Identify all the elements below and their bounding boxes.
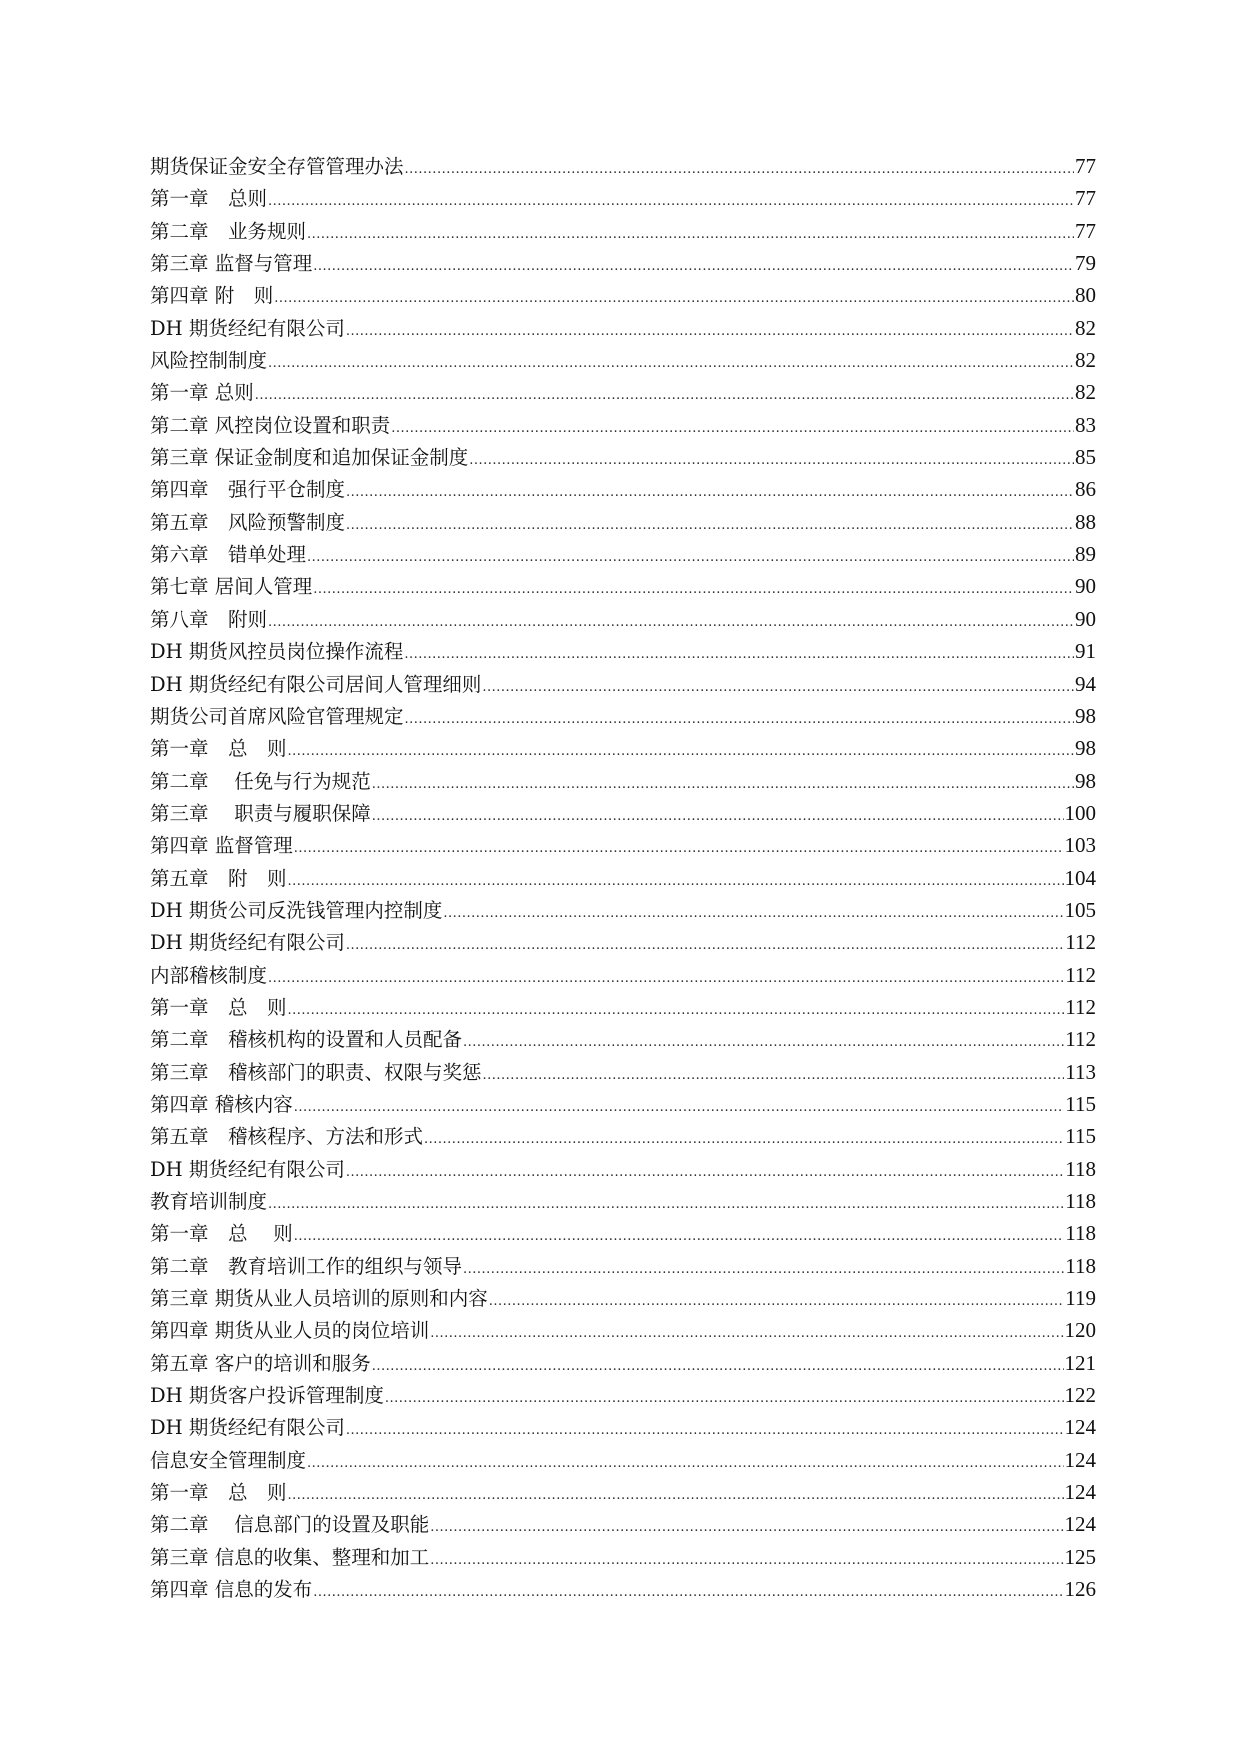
toc-entry-page-number: 118 (1065, 1156, 1096, 1181)
toc-entry[interactable] (150, 668, 1096, 700)
toc-entry[interactable] (150, 150, 1096, 182)
toc-entry-title: 第一章 总 则 (150, 1222, 293, 1246)
toc-entry-title: 第四章 附 则 (150, 284, 274, 308)
toc-entry-title: DH 期货客户投诉管理制度 (150, 1384, 384, 1408)
toc-dot-leader (346, 510, 1074, 542)
toc-entry-page-number: 91 (1075, 639, 1096, 664)
toc-entry-title: DH 期货经纪有限公司 (150, 931, 345, 955)
toc-entry[interactable] (150, 1444, 1096, 1476)
toc-dot-leader (443, 898, 1063, 930)
toc-entry[interactable] (150, 1347, 1096, 1379)
toc-entry[interactable] (150, 1250, 1096, 1282)
toc-entry[interactable] (150, 797, 1096, 829)
toc-dot-leader (405, 154, 1074, 186)
toc-dot-leader (346, 316, 1074, 348)
toc-entry-title: 第二章 稽核机构的设置和人员配备 (150, 1028, 463, 1052)
toc-dot-leader (288, 736, 1074, 768)
toc-entry-title: DH 期货经纪有限公司 (150, 1157, 345, 1181)
toc-entry[interactable] (150, 959, 1096, 991)
toc-entry-title: 第五章 稽核程序、方法和形式 (150, 1125, 424, 1149)
toc-dot-leader (313, 1577, 1063, 1609)
toc-dot-leader (294, 833, 1064, 865)
toc-entry-page-number: 118 (1065, 1253, 1096, 1278)
toc-dot-leader (313, 574, 1074, 606)
toc-entry[interactable] (150, 1573, 1096, 1605)
toc-entry-title: 期货公司首席风险官管理规定 (150, 704, 404, 728)
toc-entry-page-number: 124 (1064, 1512, 1096, 1537)
toc-entry-page-number: 82 (1075, 315, 1096, 340)
toc-dot-leader (268, 1189, 1064, 1221)
toc-entry-page-number: 121 (1064, 1350, 1096, 1375)
toc-entry-title: 第三章 信息的收集、整理和加工 (150, 1545, 430, 1569)
toc-dot-leader (268, 348, 1074, 380)
toc-dot-leader (288, 995, 1065, 1027)
toc-entry-title: 第三章 保证金制度和追加保证金制度 (150, 446, 469, 470)
toc-entry-page-number: 118 (1065, 1189, 1096, 1213)
toc-entry-page-number: 126 (1064, 1577, 1096, 1602)
toc-entry-title: DH 期货经纪有限公司 (150, 1416, 345, 1440)
toc-dot-leader (288, 1480, 1064, 1512)
toc-entry-title: 教育培训制度 (150, 1190, 268, 1213)
toc-entry-title: 第四章 监督管理 (150, 834, 293, 858)
toc-entry[interactable] (150, 829, 1096, 861)
toc-entry-page-number: 90 (1075, 574, 1096, 599)
toc-dot-leader (307, 542, 1074, 574)
toc-dot-leader (313, 251, 1074, 283)
toc-entry[interactable] (150, 247, 1096, 279)
toc-entry-title: 第三章 职责与履职保障 (150, 801, 371, 825)
toc-entry[interactable] (150, 1056, 1096, 1088)
toc-dot-leader (294, 1092, 1065, 1124)
toc-entry[interactable] (150, 1314, 1096, 1346)
toc-entry-page-number: 112 (1065, 1027, 1096, 1052)
toc-entry-page-number: 105 (1064, 897, 1096, 922)
toc-entry[interactable] (150, 1088, 1096, 1120)
toc-entry-title: 内部稽核制度 (150, 963, 268, 987)
toc-entry[interactable] (150, 506, 1096, 538)
toc-entry[interactable] (150, 279, 1096, 311)
toc-entry-page-number: 83 (1075, 412, 1096, 437)
toc-entry-title: 第一章 总 则 (150, 995, 287, 1019)
toc-entry-page-number: 77 (1075, 218, 1096, 243)
toc-dot-leader (404, 639, 1074, 671)
toc-dot-leader (391, 413, 1074, 445)
toc-entry-page-number: 80 (1075, 283, 1096, 308)
toc-dot-leader (463, 1027, 1064, 1059)
toc-entry[interactable] (150, 1120, 1096, 1152)
toc-entry-page-number: 112 (1065, 962, 1096, 987)
toc-dot-leader (346, 477, 1074, 509)
toc-dot-leader (469, 445, 1074, 477)
toc-entry[interactable] (150, 991, 1096, 1023)
toc-entry[interactable] (150, 732, 1096, 764)
toc-entry-page-number: 119 (1065, 1286, 1096, 1311)
toc-entry[interactable] (150, 441, 1096, 473)
toc-entry[interactable] (150, 1153, 1096, 1185)
toc-dot-leader (288, 866, 1064, 898)
toc-dot-leader (268, 963, 1064, 995)
toc-entry-page-number: 124 (1064, 1447, 1096, 1472)
toc-entry[interactable] (150, 926, 1096, 958)
toc-dot-leader (430, 1512, 1063, 1544)
toc-entry[interactable] (150, 182, 1096, 214)
toc-dot-leader (430, 1545, 1063, 1577)
toc-dot-leader (294, 1221, 1065, 1253)
toc-entry-title: 第四章 稽核内容 (150, 1092, 293, 1116)
toc-entry-page-number: 125 (1064, 1544, 1096, 1569)
toc-entry-page-number: 77 (1075, 186, 1096, 211)
toc-dot-leader (268, 186, 1074, 218)
toc-entry-page-number: 124 (1064, 1415, 1096, 1440)
toc-dot-leader (489, 1286, 1065, 1318)
toc-entry-title: 第五章 风险预警制度 (150, 510, 346, 534)
toc-entry[interactable] (150, 538, 1096, 570)
toc-entry-title: 第四章 期货从业人员的岗位培训 (150, 1319, 430, 1343)
toc-entry-title: DH 期货公司反洗钱管理内控制度 (150, 898, 443, 922)
toc-dot-leader (307, 1448, 1063, 1480)
toc-entry-page-number: 104 (1064, 865, 1096, 890)
toc-entry[interactable] (150, 862, 1096, 894)
toc-entry-page-number: 120 (1064, 1318, 1096, 1343)
toc-entry-title: 第一章 总则 (150, 381, 254, 405)
toc-entry-page-number: 86 (1075, 477, 1096, 502)
toc-entry-title: 第四章 信息的发布 (150, 1578, 313, 1602)
toc-dot-leader (372, 1351, 1064, 1383)
toc-entry-title: 第三章 稽核部门的职责、权限与奖惩 (150, 1060, 482, 1084)
toc-entry-page-number: 89 (1075, 542, 1096, 567)
toc-entry-title: DH 期货风控员岗位操作流程 (150, 640, 404, 664)
toc-entry[interactable] (150, 344, 1096, 376)
toc-entry[interactable] (150, 894, 1096, 926)
toc-entry-title: 第三章 监督与管理 (150, 252, 313, 276)
toc-entry-page-number: 100 (1064, 800, 1096, 825)
toc-entry-title: 第五章 客户的培训和服务 (150, 1351, 371, 1375)
toc-entry-page-number: 82 (1075, 380, 1096, 405)
toc-entry-title: DH 期货经纪有限公司 (150, 316, 345, 340)
toc-entry[interactable] (150, 765, 1096, 797)
toc-entry-page-number: 103 (1064, 833, 1096, 858)
toc-entry-title: 第四章 强行平仓制度 (150, 478, 346, 502)
toc-entry[interactable] (150, 473, 1096, 505)
toc-dot-leader (255, 380, 1074, 412)
toc-entry[interactable] (150, 1508, 1096, 1540)
toc-entry-title: 第二章 信息部门的设置及职能 (150, 1513, 430, 1537)
toc-entry-page-number: 115 (1065, 1124, 1096, 1149)
toc-entry-page-number: 94 (1075, 671, 1096, 696)
toc-dot-leader (372, 769, 1074, 801)
toc-dot-leader (424, 1124, 1064, 1156)
toc-dot-leader (463, 1254, 1064, 1286)
toc-entry-page-number: 79 (1075, 251, 1096, 276)
toc-entry-title: 第二章 教育培训工作的组织与领导 (150, 1254, 463, 1278)
toc-entry-title: 第一章 总则 (150, 187, 268, 211)
toc-entry-title: 第二章 任免与行为规范 (150, 769, 371, 793)
toc-entry[interactable] (150, 376, 1096, 408)
toc-entry[interactable] (150, 215, 1096, 247)
toc-entry-page-number: 98 (1075, 703, 1096, 728)
toc-entry-page-number: 88 (1075, 509, 1096, 534)
toc-entry[interactable] (150, 1282, 1096, 1314)
toc-entry-title: DH 期货经纪有限公司居间人管理细则 (150, 672, 482, 696)
toc-dot-leader (346, 1157, 1064, 1189)
toc-entry-page-number: 122 (1064, 1383, 1096, 1408)
toc-entry-page-number: 118 (1065, 1221, 1096, 1246)
toc-entry[interactable] (150, 1217, 1096, 1249)
toc-entry-title: 第五章 附 则 (150, 866, 287, 890)
toc-entry-title: 第一章 总 则 (150, 737, 287, 761)
toc-entry-page-number: 85 (1075, 445, 1096, 470)
toc-entry-page-number: 82 (1075, 348, 1096, 373)
toc-dot-leader (346, 930, 1064, 962)
toc-entry-title: 风险控制制度 (150, 349, 268, 373)
toc-entry[interactable] (150, 1185, 1096, 1217)
toc-dot-leader (346, 1415, 1064, 1447)
toc-entry-page-number: 112 (1065, 994, 1096, 1019)
toc-entry[interactable] (150, 1476, 1096, 1508)
toc-entry-title: 信息安全管理制度 (150, 1448, 307, 1472)
toc-entry[interactable] (150, 570, 1096, 602)
toc-dot-leader (274, 283, 1074, 315)
toc-entry-page-number: 77 (1075, 154, 1096, 178)
toc-entry-title: 第七章 居间人管理 (150, 575, 313, 599)
toc-entry-title: 第八章 附则 (150, 607, 268, 631)
toc-entry[interactable] (150, 409, 1096, 441)
toc-entry-title: 第一章 总 则 (150, 1481, 287, 1505)
toc-entry[interactable] (150, 1541, 1096, 1573)
toc-dot-leader (372, 801, 1064, 833)
toc-entry-page-number: 90 (1075, 606, 1096, 631)
toc-entry-title: 期货保证金安全存管管理办法 (150, 155, 404, 178)
toc-dot-leader (430, 1318, 1063, 1350)
toc-entry[interactable] (150, 635, 1096, 667)
toc-entry-title: 第三章 期货从业人员培训的原则和内容 (150, 1287, 488, 1311)
toc-entry-page-number: 113 (1065, 1059, 1096, 1084)
toc-entry-page-number: 115 (1065, 1091, 1096, 1116)
toc-dot-leader (385, 1383, 1064, 1415)
toc-entry[interactable] (150, 1411, 1096, 1443)
toc-entry-page-number: 98 (1075, 736, 1096, 761)
toc-dot-leader (482, 672, 1074, 704)
toc-entry-title: 第二章 业务规则 (150, 219, 307, 243)
toc-entry-title: 第六章 错单处理 (150, 543, 307, 567)
toc-entry-title: 第二章 风控岗位设置和职责 (150, 413, 391, 437)
table-of-contents (150, 150, 1096, 1605)
toc-entry-page-number: 98 (1075, 768, 1096, 793)
toc-dot-leader (268, 607, 1074, 639)
toc-dot-leader (405, 704, 1074, 736)
toc-entry[interactable] (150, 312, 1096, 344)
toc-entry-page-number: 124 (1064, 1480, 1096, 1505)
toc-entry[interactable] (150, 1023, 1096, 1055)
toc-dot-leader (483, 1060, 1065, 1092)
toc-entry[interactable] (150, 700, 1096, 732)
toc-entry[interactable] (150, 603, 1096, 635)
toc-dot-leader (307, 219, 1074, 251)
toc-entry-page-number: 112 (1065, 930, 1096, 955)
toc-entry[interactable] (150, 1379, 1096, 1411)
